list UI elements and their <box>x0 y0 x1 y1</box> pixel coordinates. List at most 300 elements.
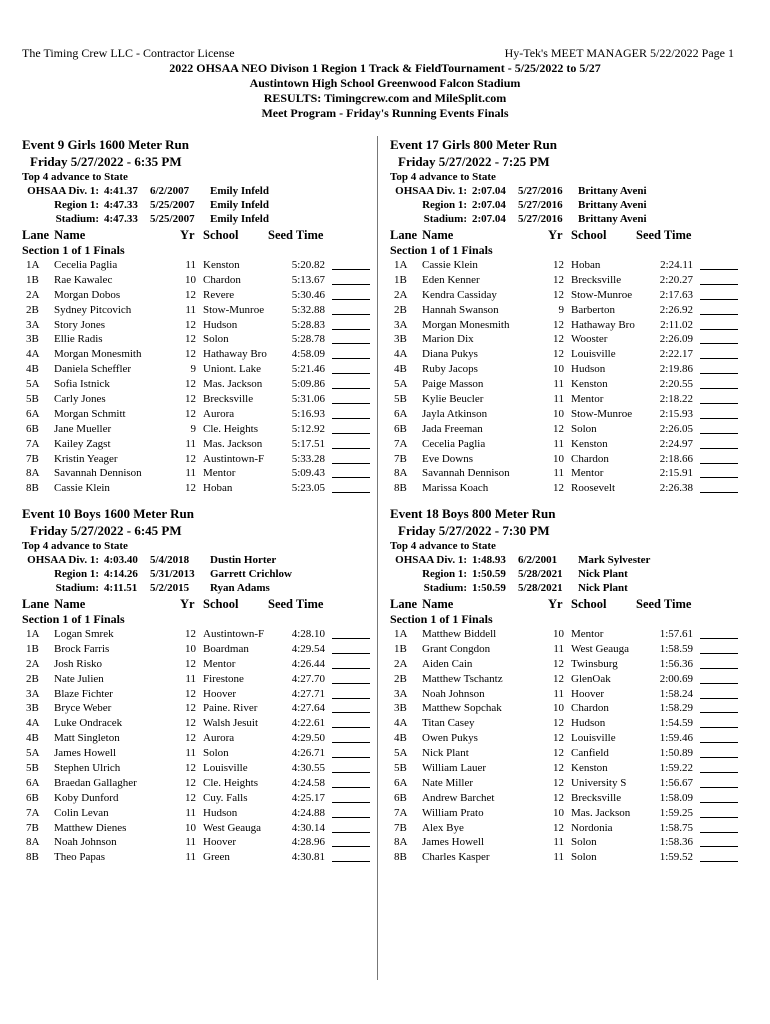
result-blank-line <box>700 284 738 285</box>
result-blank-line <box>332 433 370 434</box>
result-blank-line <box>332 668 370 669</box>
entry-year: 9 <box>190 422 196 435</box>
record-holder: Nick Plant <box>578 582 628 594</box>
entry-seed-time: 1:50.89 <box>659 747 693 760</box>
entry-seed-time: 4:28.96 <box>291 836 325 849</box>
record-mark: 4:47.33 <box>104 199 138 211</box>
entry-lane: 1B <box>394 642 407 655</box>
entry-name: Titan Casey <box>422 717 475 730</box>
record-row <box>390 212 742 226</box>
entry-year: 11 <box>185 437 196 450</box>
entry-school: Stow-Munroe <box>571 407 633 420</box>
entry-name: Cecelia Paglia <box>422 437 486 450</box>
result-blank-line <box>332 403 370 404</box>
entry-row <box>22 392 374 407</box>
entry-year: 12 <box>553 747 564 760</box>
entry-name: Ruby Jacops <box>422 363 478 376</box>
result-blank-line <box>700 802 738 803</box>
entry-lane: 1B <box>26 642 39 655</box>
entry-year: 11 <box>185 467 196 480</box>
entry-year: 12 <box>185 717 196 730</box>
result-blank-line <box>700 698 738 699</box>
col-lane-name-header <box>390 228 453 243</box>
result-blank-line <box>332 269 370 270</box>
entry-lane: 6B <box>394 422 407 435</box>
entry-school: Kenston <box>571 437 608 450</box>
entry-seed-time: 4:27.64 <box>291 702 325 715</box>
entry-lane: 6A <box>394 776 408 789</box>
record-date: 5/25/2007 <box>150 199 195 211</box>
entry-year: 12 <box>185 393 196 406</box>
entry-school: Revere <box>203 288 235 301</box>
entry-school: Mas. Jackson <box>571 806 631 819</box>
entry-school: Chardon <box>571 702 609 715</box>
entry-school: Nordonia <box>571 821 613 834</box>
record-mark: 2:07.04 <box>472 213 506 225</box>
entry-row <box>22 362 374 377</box>
entry-name: Grant Congdon <box>422 642 491 655</box>
entry-row <box>390 318 742 333</box>
entry-school: Cuy. Falls <box>203 791 248 804</box>
entry-name: Morgan Schmitt <box>54 407 126 420</box>
entry-seed-time: 2:00.69 <box>659 672 693 685</box>
result-blank-line <box>700 727 738 728</box>
entry-row <box>22 761 374 776</box>
entry-year: 12 <box>553 318 564 331</box>
entry-row <box>390 392 742 407</box>
entry-name: Stephen Ulrich <box>54 762 121 775</box>
result-blank-line <box>700 787 738 788</box>
entry-seed-time: 4:26.44 <box>291 657 325 670</box>
result-blank-line <box>700 757 738 758</box>
entry-school: Aurora <box>203 732 235 745</box>
entry-seed-time: 2:20.55 <box>659 378 693 391</box>
result-blank-line <box>700 861 738 862</box>
entry-year: 12 <box>185 687 196 700</box>
record-date: 6/2/2007 <box>150 185 190 197</box>
entry-name: Sydney Pitcovich <box>54 303 132 316</box>
result-blank-line <box>332 712 370 713</box>
entry-name: Matt Singleton <box>54 732 120 745</box>
meet-title-block <box>0 61 770 121</box>
entry-name: Luke Ondracek <box>54 717 123 730</box>
entry-school: Kenston <box>203 259 240 271</box>
col-seed-header: Seed Time <box>636 228 692 242</box>
result-blank-line <box>700 638 738 639</box>
entry-lane: 4B <box>26 732 39 745</box>
result-blank-line <box>700 448 738 449</box>
result-blank-line <box>700 314 738 315</box>
entry-school: West Geauga <box>203 821 262 834</box>
column-divider <box>377 136 378 980</box>
entry-school: Mentor <box>203 657 236 670</box>
entry-school: Aurora <box>203 407 235 420</box>
record-date: 5/25/2007 <box>150 213 195 225</box>
entry-year: 12 <box>553 791 564 804</box>
entry-school: Cle. Heights <box>203 422 258 435</box>
advance-note: Top 4 advance to State <box>22 171 128 183</box>
entry-seed-time: 4:30.55 <box>291 762 325 775</box>
entry-year: 12 <box>185 407 196 420</box>
entry-seed-time: 1:58.36 <box>659 836 693 849</box>
entry-seed-time: 5:23.05 <box>291 482 325 495</box>
entry-seed-time: 5:09.43 <box>291 467 325 480</box>
result-blank-line <box>332 477 370 478</box>
entry-year: 12 <box>553 288 564 301</box>
entry-seed-time: 1:58.29 <box>659 702 693 715</box>
record-mark: 1:50.59 <box>472 568 506 580</box>
record-mark: 4:11.51 <box>104 582 138 594</box>
entry-school: Chardon <box>203 273 241 286</box>
entry-lane: 7A <box>394 806 408 819</box>
entry-year: 10 <box>185 273 196 286</box>
record-date: 5/2/2015 <box>150 582 190 594</box>
entry-school: Barberton <box>571 303 615 316</box>
record-mark: 1:50.59 <box>472 582 506 594</box>
entry-school: Louisville <box>571 732 616 745</box>
column-header-row <box>390 228 742 243</box>
entry-school: GlenOak <box>571 672 611 685</box>
entry-name: Hannah Swanson <box>422 303 499 316</box>
entry-seed-time: 4:58.09 <box>291 348 325 361</box>
result-blank-line <box>332 388 370 389</box>
col-lane-header: Lane <box>390 228 418 242</box>
entry-school: Boardman <box>203 642 249 655</box>
entry-seed-time: 5:09.86 <box>291 378 325 391</box>
entry-school: West Geauga <box>571 642 630 655</box>
entry-name: Colin Levan <box>54 806 109 819</box>
entry-lane: 6A <box>26 407 40 420</box>
entry-school: Kenston <box>571 762 608 775</box>
entry-year: 12 <box>553 821 564 834</box>
entry-year: 10 <box>185 821 196 834</box>
entry-lane: 6B <box>26 422 39 435</box>
entry-row <box>22 642 374 657</box>
entry-school: Mentor <box>571 628 604 640</box>
result-blank-line <box>700 403 738 404</box>
col-yr-header: Yr <box>180 597 195 611</box>
meet-program-line: Meet Program - Friday's Running Events Finals <box>261 106 509 120</box>
entry-lane: 4B <box>394 363 407 376</box>
result-blank-line <box>332 418 370 419</box>
entry-year: 11 <box>185 259 196 271</box>
entry-row <box>390 716 742 731</box>
entry-year: 12 <box>553 717 564 730</box>
entry-name: Brock Farris <box>54 642 110 655</box>
entry-name: Jada Freeman <box>422 422 483 435</box>
result-blank-line <box>332 787 370 788</box>
entry-row <box>390 627 742 642</box>
entry-name: Rae Kawalec <box>54 273 113 286</box>
entry-seed-time: 4:26.71 <box>291 747 325 760</box>
entry-row <box>390 850 742 865</box>
record-row <box>22 184 374 198</box>
entry-school: Brecksville <box>571 791 622 804</box>
entry-seed-time: 1:59.25 <box>659 806 693 819</box>
record-row <box>22 198 374 212</box>
record-row <box>390 567 742 581</box>
entry-year: 11 <box>185 836 196 849</box>
record-label: Stadium: <box>423 582 467 594</box>
entry-school: Mentor <box>203 467 236 480</box>
entry-lane: 2A <box>394 288 408 301</box>
col-yr-header: Yr <box>548 597 563 611</box>
entry-school: Mas. Jackson <box>203 378 263 391</box>
entry-school: Solon <box>571 836 597 849</box>
entry-year: 11 <box>553 642 564 655</box>
entry-year: 12 <box>553 482 564 495</box>
advance-note: Top 4 advance to State <box>390 171 496 183</box>
result-blank-line <box>700 299 738 300</box>
entry-row <box>22 672 374 687</box>
entry-row <box>390 701 742 716</box>
entry-lane: 3A <box>394 318 408 331</box>
entry-row <box>390 806 742 821</box>
entry-year: 12 <box>185 657 196 670</box>
entry-lane: 5B <box>26 762 39 775</box>
entry-year: 11 <box>553 687 564 700</box>
entry-school: Hudson <box>571 717 606 730</box>
entry-seed-time: 5:12.92 <box>291 422 325 435</box>
entry-seed-time: 4:28.10 <box>291 628 325 640</box>
entry-seed-time: 4:29.50 <box>291 732 325 745</box>
record-holder: Nick Plant <box>578 568 628 580</box>
entry-name: Matthew Sopchak <box>422 702 502 715</box>
entry-lane: 2A <box>26 288 40 301</box>
entry-name: Matthew Tschantz <box>422 672 503 685</box>
entry-year: 12 <box>185 378 196 391</box>
entry-row <box>22 347 374 362</box>
result-blank-line <box>332 299 370 300</box>
entry-row <box>22 481 374 496</box>
entry-seed-time: 2:26.38 <box>659 482 693 495</box>
entry-seed-time: 5:20.82 <box>291 259 325 271</box>
entry-year: 12 <box>185 333 196 346</box>
entry-row <box>22 288 374 303</box>
entry-name: William Lauer <box>422 762 487 775</box>
result-blank-line <box>700 772 738 773</box>
result-blank-line <box>700 269 738 270</box>
entry-lane: 7B <box>394 452 407 465</box>
record-mark: 2:07.04 <box>472 199 506 211</box>
entry-school: Mentor <box>571 393 604 406</box>
entry-school: Hoban <box>571 259 601 271</box>
event-date: Friday 5/27/2022 - 6:35 PM <box>30 154 182 169</box>
record-holder: Emily Infeld <box>210 199 269 211</box>
record-row <box>22 567 374 581</box>
entry-year: 11 <box>185 851 196 864</box>
entry-year: 12 <box>553 762 564 775</box>
entry-name: Noah Johnson <box>54 836 117 849</box>
entry-seed-time: 2:26.92 <box>659 303 693 316</box>
result-blank-line <box>332 329 370 330</box>
entry-lane: 8A <box>26 467 40 480</box>
meet-title-line: 2022 OHSAA NEO Divison 1 Region 1 Track & FieldTournament - 5/25/2022 to 5/27 <box>169 61 601 75</box>
entry-name: Kristin Yeager <box>54 452 118 465</box>
entry-name: Marion Dix <box>422 333 474 346</box>
entry-seed-time: 2:26.05 <box>659 422 693 435</box>
entry-lane: 5B <box>26 393 39 406</box>
entry-row <box>22 452 374 467</box>
entry-school: Hoover <box>203 836 236 849</box>
record-date: 5/28/2021 <box>518 568 563 580</box>
col-lane-header: Lane <box>390 597 418 611</box>
entry-row <box>22 377 374 392</box>
event-title: Event 18 Boys 800 Meter Run <box>390 506 556 521</box>
entry-school: Twinsburg <box>571 657 618 670</box>
entry-school: Solon <box>571 851 597 864</box>
entry-school: Kenston <box>571 378 608 391</box>
entry-lane: 7B <box>26 452 39 465</box>
entry-row <box>22 318 374 333</box>
entry-row <box>390 731 742 746</box>
entry-school: Uniont. Lake <box>203 363 262 376</box>
result-blank-line <box>700 358 738 359</box>
entry-year: 12 <box>185 762 196 775</box>
entry-year: 11 <box>553 851 564 864</box>
entry-seed-time: 4:30.81 <box>291 851 325 864</box>
entry-seed-time: 5:17.51 <box>291 437 325 450</box>
entry-lane: 4B <box>26 363 39 376</box>
entry-seed-time: 1:57.61 <box>659 628 693 640</box>
entry-seed-time: 5:28.78 <box>291 333 325 346</box>
entry-lane: 4A <box>394 717 408 730</box>
entry-school: Solon <box>203 747 229 760</box>
entry-row <box>390 303 742 318</box>
entry-school: Green <box>203 851 230 864</box>
entry-year: 11 <box>553 836 564 849</box>
entry-school: Hathaway Bro <box>571 318 635 331</box>
entry-lane: 7B <box>394 821 407 834</box>
entry-year: 10 <box>553 702 564 715</box>
entry-year: 11 <box>185 806 196 819</box>
entry-row <box>22 821 374 836</box>
entry-name: Sofia Istnick <box>54 378 110 391</box>
record-label: Stadium: <box>55 582 99 594</box>
entry-seed-time: 2:18.22 <box>659 393 693 406</box>
entry-year: 12 <box>553 732 564 745</box>
result-blank-line <box>332 463 370 464</box>
entry-name: James Howell <box>54 747 117 760</box>
record-row <box>390 581 742 595</box>
entry-row <box>22 731 374 746</box>
result-blank-line <box>332 683 370 684</box>
entry-year: 11 <box>185 672 196 685</box>
result-blank-line <box>700 846 738 847</box>
entry-year: 12 <box>185 776 196 789</box>
col-seed-header: Seed Time <box>268 597 324 611</box>
entry-year: 12 <box>185 348 196 361</box>
entry-name: Morgan Monesmith <box>54 348 142 361</box>
entry-year: 11 <box>553 467 564 480</box>
event-date: Friday 5/27/2022 - 6:45 PM <box>30 523 182 538</box>
entry-school: Hudson <box>571 363 606 376</box>
entry-row <box>390 821 742 836</box>
entry-year: 12 <box>185 288 196 301</box>
right-column <box>390 137 742 875</box>
entry-name: Kailey Zagst <box>54 437 111 450</box>
entry-seed-time: 2:11.02 <box>660 318 693 331</box>
entry-year: 12 <box>553 259 564 271</box>
entry-row <box>22 791 374 806</box>
col-school-header: School <box>571 228 607 242</box>
column-header-row <box>390 597 742 612</box>
entry-name: Eden Kenner <box>422 273 480 286</box>
entry-name: Story Jones <box>54 318 106 331</box>
entry-lane: 1B <box>394 273 407 286</box>
entry-seed-time: 5:32.88 <box>291 303 325 316</box>
entry-row <box>22 422 374 437</box>
entry-lane: 2B <box>394 303 407 316</box>
entry-school: Wooster <box>571 333 608 346</box>
entry-name: Carly Jones <box>54 393 106 406</box>
meet-venue-line: Austintown High School Greenwood Falcon Stadium <box>249 76 521 90</box>
entry-row <box>22 835 374 850</box>
entry-row <box>22 466 374 481</box>
entry-row <box>390 791 742 806</box>
record-holder: Brittany Aveni <box>578 199 647 211</box>
entry-row <box>390 466 742 481</box>
entry-lane: 5B <box>394 762 407 775</box>
entry-lane: 5B <box>394 393 407 406</box>
entry-row <box>22 627 374 642</box>
entry-row <box>390 687 742 702</box>
record-date: 5/27/2016 <box>518 199 563 211</box>
entry-row <box>22 701 374 716</box>
meet-results-line: RESULTS: Timingcrew.com and MileSplit.com <box>263 91 507 105</box>
entry-seed-time: 2:26.09 <box>659 333 693 346</box>
entry-row <box>390 835 742 850</box>
entry-year: 12 <box>553 333 564 346</box>
entry-seed-time: 4:24.88 <box>291 806 325 819</box>
entry-lane: 3B <box>394 333 407 346</box>
record-label: Region 1: <box>422 199 467 211</box>
entry-seed-time: 1:58.75 <box>659 821 693 834</box>
entry-school: Austintown-F <box>203 452 265 465</box>
result-blank-line <box>700 477 738 478</box>
entry-name: Paige Masson <box>422 378 484 391</box>
entry-school: Austintown-F <box>203 628 265 640</box>
entry-name: Cassie Klein <box>54 482 110 495</box>
advance-note: Top 4 advance to State <box>390 540 496 552</box>
entry-row <box>390 672 742 687</box>
result-blank-line <box>332 314 370 315</box>
result-blank-line <box>700 683 738 684</box>
entry-school: Canfield <box>571 747 609 760</box>
entry-lane: 8B <box>26 851 39 864</box>
entry-seed-time: 1:58.24 <box>659 687 693 700</box>
col-lane-header: Lane <box>22 228 50 242</box>
entry-name: Nate Julien <box>54 672 104 685</box>
entry-name: Marissa Koach <box>422 482 489 495</box>
entry-row <box>22 303 374 318</box>
entry-seed-time: 2:24.97 <box>659 437 693 450</box>
entry-seed-time: 4:25.17 <box>291 791 325 804</box>
entry-year: 12 <box>185 452 196 465</box>
entry-school: Walsh Jesuit <box>203 717 259 730</box>
entry-year: 10 <box>553 452 564 465</box>
result-blank-line <box>332 373 370 374</box>
entry-seed-time: 4:27.71 <box>291 687 325 700</box>
entry-year: 11 <box>185 303 196 316</box>
entry-row <box>390 362 742 377</box>
entry-school: Roosevelt <box>571 482 615 495</box>
entry-school: Hoover <box>203 687 236 700</box>
record-date: 5/28/2021 <box>518 582 563 594</box>
event-block <box>22 137 374 506</box>
entry-lane: 3B <box>26 702 39 715</box>
result-blank-line <box>700 817 738 818</box>
